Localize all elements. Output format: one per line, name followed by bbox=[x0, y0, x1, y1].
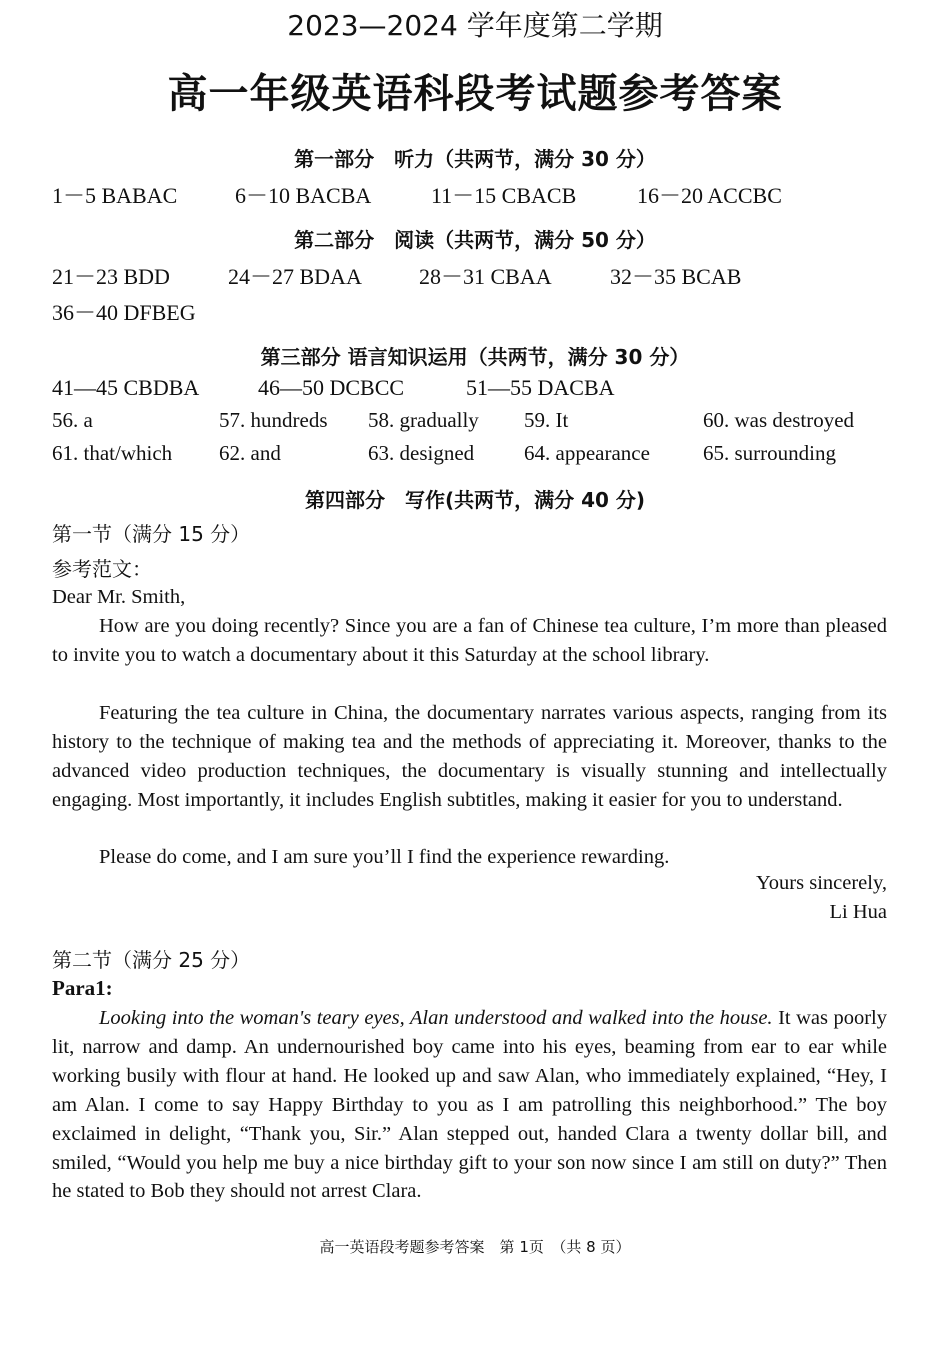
exam-title: 高一年级英语科段考试题参考答案 bbox=[167, 71, 783, 117]
given-opening-sentence: Looking into the woman's teary eyes, Alan understood and walked into the house. bbox=[99, 1007, 773, 1029]
answer-group: 41—45 CBDBA bbox=[52, 375, 200, 400]
answer-group: 11－15 CBACB bbox=[431, 183, 577, 208]
part3-heading: 第三部分 语言知识运用（共两节，满分 30 分） bbox=[260, 345, 690, 369]
letter-greeting: Dear Mr. Smith, bbox=[52, 586, 186, 608]
section2-title: 第二节（满分 25 分） bbox=[52, 948, 251, 972]
letter-paragraph: Featuring the tea culture in China, the documentary narrates various aspects, ranging from its history to the technique of making tea and the methods of appreciating it. Moreover, thanks to the advanced video production techniques, the documentary is visually stunning and intellectually engaging. Most importantly, it includes English subtitles, making it easier for you to understand. bbox=[52, 702, 887, 811]
answer-group: 24－27 BDAA bbox=[228, 264, 362, 289]
fill-answer: 60. was destroyed bbox=[703, 408, 855, 432]
sample-essay-label: 参考范文： bbox=[52, 557, 152, 581]
para-label: Para1: bbox=[52, 976, 113, 1000]
fill-answer: 63. designed bbox=[368, 441, 475, 465]
answer-group: 32－35 BCAB bbox=[610, 264, 742, 289]
answer-group: 28－31 CBAA bbox=[419, 264, 552, 289]
letter-signature: Li Hua bbox=[829, 901, 887, 923]
page-footer: 高一英语段考题参考答案 第 1页 （共 8 页） bbox=[319, 1238, 631, 1256]
letter-paragraph: How are you doing recently? Since you are a fan of Chinese tea culture, I’m more than pleased to invite you to watch a documentary about it this Saturday at the school library. bbox=[52, 615, 887, 666]
fill-answer: 64. appearance bbox=[524, 441, 650, 465]
fill-answer: 65. surrounding bbox=[703, 441, 836, 465]
part2-heading: 第二部分 阅读（共两节，满分 50 分） bbox=[294, 228, 656, 252]
term-title: 2023—2024 学年度第二学期 bbox=[287, 9, 663, 42]
answer-group: 51—55 DACBA bbox=[466, 375, 615, 400]
answer-group: 21－23 BDD bbox=[52, 264, 170, 289]
letter-closing: Yours sincerely, bbox=[756, 872, 887, 894]
fill-answer: 58. gradually bbox=[368, 408, 479, 432]
part4-heading: 第四部分 写作(共两节，满分 40 分) bbox=[304, 488, 646, 512]
answer-group: 6－10 BACBA bbox=[235, 183, 372, 208]
fill-answer: 61. that/which bbox=[52, 441, 173, 465]
section1-title: 第一节（满分 15 分） bbox=[52, 522, 251, 546]
fill-answer: 59. It bbox=[524, 408, 569, 432]
answer-group: 1－5 BABAC bbox=[52, 183, 178, 208]
continuation-paragraph bbox=[52, 1004, 887, 1206]
answer-group: 16－20 ACCBC bbox=[637, 183, 782, 208]
answer-group: 46—50 DCBCC bbox=[258, 375, 405, 400]
fill-answer: 62. and bbox=[219, 441, 281, 465]
continuation-body: It was poorly lit, narrow and damp. An undernourished boy came into his eyes, beaming from ear to ear while working busily with flour at hand. He looked up and saw Alan, who immediately explained, “Hey, I am Alan. I come to say Happy Birthday to you as I am patrolling this neighborhood.” The boy exclaimed in delight, “Thank you, Sir.” Alan stepped out, handed Clara a twenty dollar bill, and smiled, “Would you help me buy a nice birthday gift to your son now since I am still on duty?” Then he stated to Bob they should not arrest Clara. bbox=[52, 1007, 888, 1203]
fill-answer: 56. a bbox=[52, 408, 93, 432]
answer-group: 36－40 DFBEG bbox=[52, 300, 196, 325]
part1-heading: 第一部分 听力（共两节，满分 30 分） bbox=[294, 147, 656, 171]
fill-answer: 57. hundreds bbox=[219, 408, 328, 432]
letter-paragraph: Please do come, and I am sure you’ll I find the experience rewarding. bbox=[99, 846, 670, 868]
